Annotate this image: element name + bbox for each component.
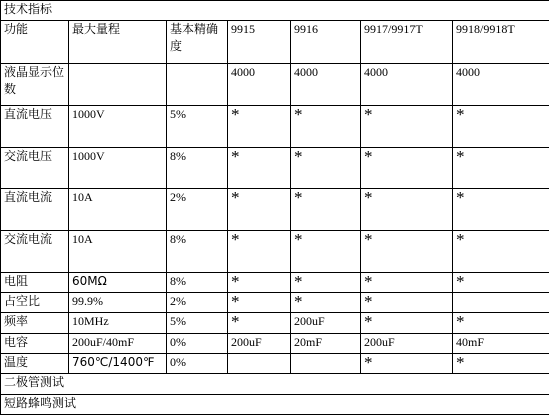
row-func: 频率 <box>1 313 69 333</box>
row-accuracy: 0% <box>167 333 228 353</box>
row-cell: 20mF <box>291 333 361 353</box>
table-row <box>1 147 549 189</box>
row-func: 直流电压 <box>1 105 69 147</box>
row-accuracy: 5% <box>167 313 228 333</box>
row-cell: 4000 <box>453 64 549 106</box>
table-row <box>1 293 549 313</box>
row-cell: * <box>453 353 549 373</box>
row-cell: * <box>291 293 361 313</box>
row-range: 60MΩ <box>69 272 167 292</box>
row-func: 占空比 <box>1 293 69 313</box>
row-cell: * <box>228 189 291 231</box>
row-cell <box>228 353 291 373</box>
row-accuracy: 0% <box>167 353 228 373</box>
table-row <box>1 189 549 231</box>
title-row <box>1 1 549 21</box>
row-cell: * <box>361 353 453 373</box>
row-cell <box>453 293 549 313</box>
row-cell: 200uF <box>291 313 361 333</box>
header-model-4: 9918/9918T <box>453 21 549 64</box>
row-range: 1000V <box>69 105 167 147</box>
table-row <box>1 333 549 353</box>
row-accuracy: 8% <box>167 147 228 189</box>
row-cell: * <box>453 189 549 231</box>
row-cell: 4000 <box>361 64 453 106</box>
header-model-1: 9915 <box>228 21 291 64</box>
header-model-3: 9917/9917T <box>361 21 453 64</box>
row-cell: * <box>228 272 291 292</box>
row-range: 10A <box>69 230 167 272</box>
footer-row <box>1 394 549 414</box>
row-accuracy <box>167 64 228 106</box>
row-cell <box>291 353 361 373</box>
row-cell: * <box>361 230 453 272</box>
row-cell: * <box>453 313 549 333</box>
row-cell: * <box>361 105 453 147</box>
row-range: 1000V <box>69 147 167 189</box>
table-row <box>1 272 549 292</box>
header-row <box>1 21 549 64</box>
row-cell: * <box>453 147 549 189</box>
row-cell: 200uF <box>361 333 453 353</box>
row-cell: * <box>291 147 361 189</box>
header-accuracy: 基本精确度 <box>167 21 228 64</box>
table-title: 技术指标 <box>1 1 549 21</box>
row-func: 温度 <box>1 353 69 373</box>
footer-row <box>1 374 549 394</box>
row-func: 电阻 <box>1 272 69 292</box>
row-range <box>69 64 167 106</box>
row-cell: 200uF <box>228 333 291 353</box>
row-func: 液晶显示位数 <box>1 64 69 106</box>
row-cell: * <box>361 313 453 333</box>
row-cell: * <box>228 147 291 189</box>
row-cell: * <box>291 105 361 147</box>
row-cell: * <box>453 230 549 272</box>
row-func: 交流电压 <box>1 147 69 189</box>
row-cell: * <box>228 293 291 313</box>
row-cell: * <box>361 147 453 189</box>
row-range: 200uF/40mF <box>69 333 167 353</box>
row-cell: * <box>228 105 291 147</box>
table-row <box>1 64 549 106</box>
row-cell: * <box>453 105 549 147</box>
table-row <box>1 105 549 147</box>
row-cell: 4000 <box>291 64 361 106</box>
row-cell: * <box>291 230 361 272</box>
row-cell: * <box>228 230 291 272</box>
row-cell: 40mF <box>453 333 549 353</box>
row-range: 10MHz <box>69 313 167 333</box>
row-cell: * <box>228 313 291 333</box>
header-model-2: 9916 <box>291 21 361 64</box>
row-cell: * <box>291 272 361 292</box>
row-accuracy: 8% <box>167 230 228 272</box>
table-row <box>1 313 549 333</box>
row-cell: * <box>361 272 453 292</box>
footer-diode-test: 二极管测试 <box>1 374 549 394</box>
row-range: 760℃/1400℉ <box>69 353 167 373</box>
row-cell: * <box>291 189 361 231</box>
row-func: 交流电流 <box>1 230 69 272</box>
row-accuracy: 2% <box>167 293 228 313</box>
row-accuracy: 8% <box>167 272 228 292</box>
row-range: 99.9% <box>69 293 167 313</box>
row-func: 电容 <box>1 333 69 353</box>
row-cell: * <box>361 189 453 231</box>
row-cell: * <box>453 272 549 292</box>
header-func: 功能 <box>1 21 69 64</box>
header-max-range: 最大量程 <box>69 21 167 64</box>
row-cell: * <box>361 293 453 313</box>
row-func: 直流电流 <box>1 189 69 231</box>
row-accuracy: 2% <box>167 189 228 231</box>
row-cell: 4000 <box>228 64 291 106</box>
table-row <box>1 230 549 272</box>
row-range: 10A <box>69 189 167 231</box>
row-accuracy: 5% <box>167 105 228 147</box>
table-row <box>1 353 549 373</box>
footer-buzzer-test: 短路蜂鸣测试 <box>1 394 549 414</box>
